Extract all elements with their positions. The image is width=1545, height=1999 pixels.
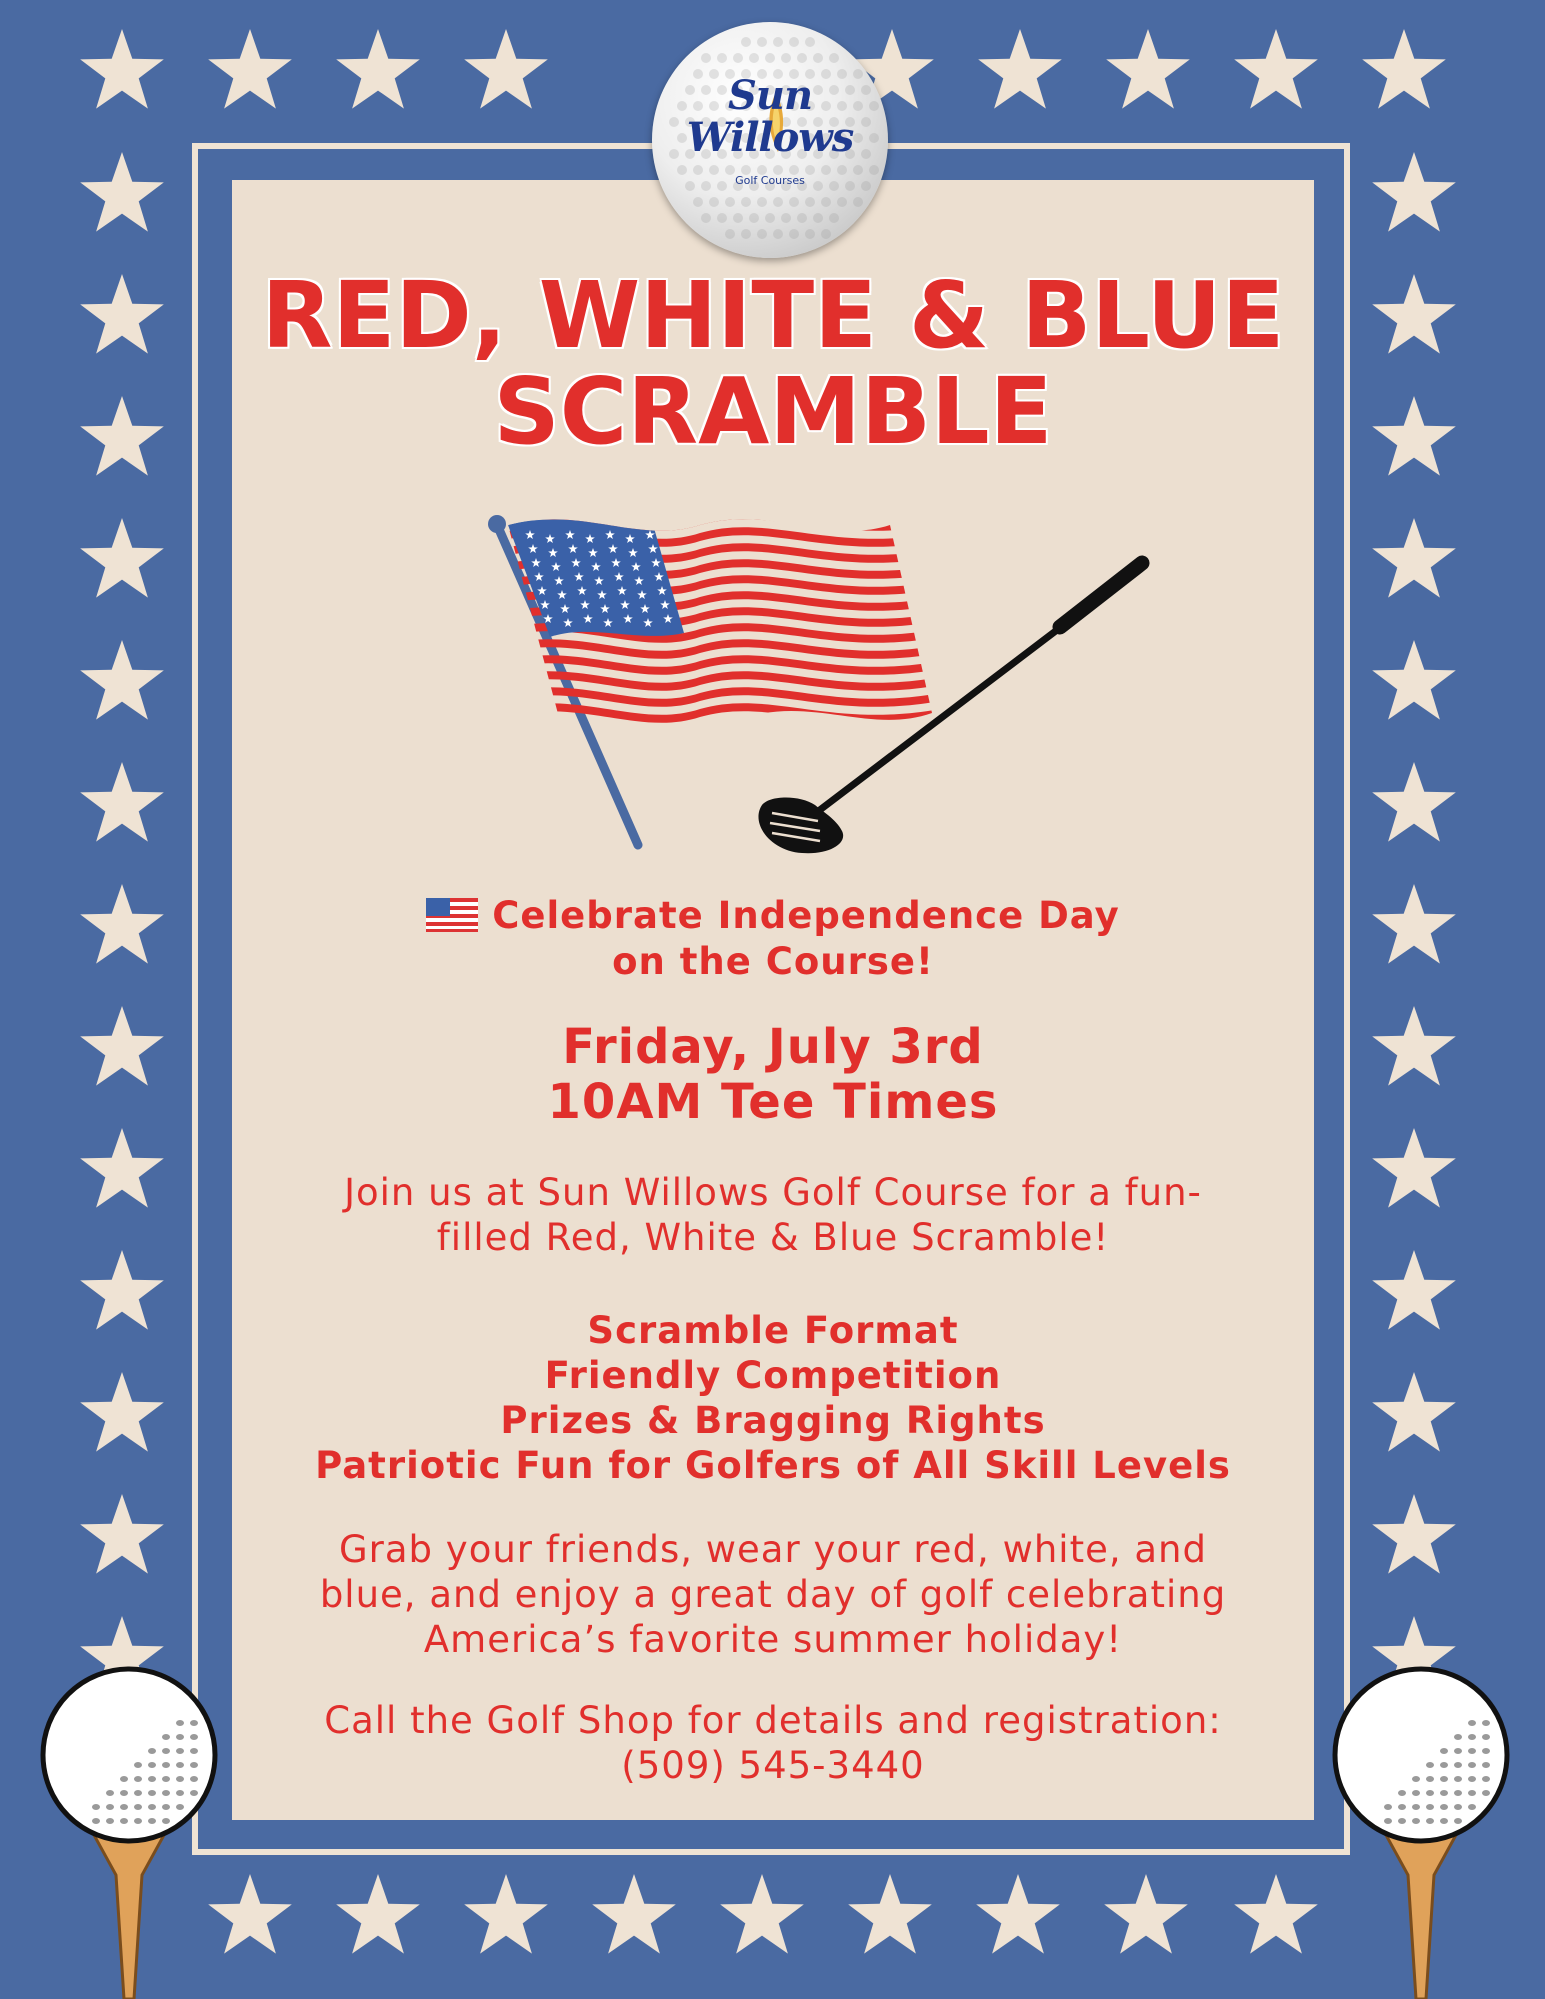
event-date: Friday, July 3rd	[562, 1019, 984, 1075]
star-icon	[1372, 1006, 1456, 1086]
golf-ball-logo	[652, 22, 888, 258]
star-icon	[80, 1128, 164, 1208]
star-icon	[976, 1874, 1060, 1954]
star-icon	[1234, 29, 1318, 109]
star-icon	[1372, 1372, 1456, 1452]
star-icon	[464, 29, 548, 109]
logo-sun: Sun	[727, 72, 813, 119]
star-icon	[1372, 274, 1456, 354]
features-list	[232, 1308, 1314, 1488]
star-icon	[1372, 1494, 1456, 1574]
flag-and-club-illustration	[470, 505, 1170, 865]
star-icon	[1372, 518, 1456, 598]
celebrate-text-1: Celebrate Independence Day	[492, 894, 1120, 937]
star-icon	[1104, 1874, 1188, 1954]
logo-willows: Willows	[686, 114, 854, 161]
event-title	[232, 262, 1314, 465]
star-icon	[208, 29, 292, 109]
star-icon	[1372, 762, 1456, 842]
intro-line-2: filled Red, White & Blue Scramble!	[436, 1216, 1110, 1259]
star-icon	[80, 396, 164, 476]
feature-item: Scramble Format	[587, 1309, 959, 1352]
feature-item: Prizes & Bragging Rights	[500, 1399, 1046, 1442]
closing-line-1: Grab your friends, wear your red, white, and	[339, 1528, 1207, 1571]
star-icon	[336, 29, 420, 109]
intro-paragraph	[232, 1170, 1314, 1260]
star-icon	[336, 1874, 420, 1954]
star-icon	[464, 1874, 548, 1954]
star-icon	[80, 884, 164, 964]
title-line-2: SCRAMBLE	[493, 358, 1053, 465]
star-icon	[978, 29, 1062, 109]
star-icon	[80, 1250, 164, 1330]
contact-block	[232, 1698, 1314, 1788]
star-icon	[80, 1372, 164, 1452]
flag-emoji-icon	[426, 898, 478, 932]
phone-number: (509) 545-3440	[621, 1744, 925, 1787]
golf-ball-on-tee-icon	[1326, 1665, 1516, 1999]
contact-line: Call the Golf Shop for details and registration:	[324, 1699, 1222, 1742]
star-icon	[80, 1006, 164, 1086]
event-tee-times: 10AM Tee Times	[547, 1074, 999, 1130]
closing-paragraph	[232, 1527, 1314, 1662]
star-icon	[1372, 1128, 1456, 1208]
event-date-block	[232, 1020, 1314, 1130]
star-icon	[720, 1874, 804, 1954]
golf-ball-on-tee-icon	[34, 1665, 224, 1999]
star-icon	[1106, 29, 1190, 109]
star-icon	[1372, 884, 1456, 964]
golf-club-icon	[758, 563, 1142, 853]
star-icon	[848, 1874, 932, 1954]
star-icon	[1362, 29, 1446, 109]
star-icon	[80, 518, 164, 598]
star-icon	[1372, 152, 1456, 232]
logo-subtitle: Golf Courses	[735, 174, 805, 187]
star-icon	[1234, 1874, 1318, 1954]
title-line-1: RED, WHITE & BLUE	[261, 262, 1285, 369]
celebrate-line-2: on the Course!	[612, 940, 934, 983]
star-icon	[592, 1874, 676, 1954]
star-icon	[80, 152, 164, 232]
star-icon	[80, 29, 164, 109]
star-icon	[1372, 1250, 1456, 1330]
star-icon	[80, 640, 164, 720]
star-icon	[80, 274, 164, 354]
american-flag-icon	[488, 511, 940, 845]
star-icon	[1372, 396, 1456, 476]
feature-item: Friendly Competition	[544, 1354, 1002, 1397]
closing-line-3: America’s favorite summer holiday!	[423, 1618, 1123, 1661]
star-icon	[1372, 640, 1456, 720]
star-icon	[80, 1494, 164, 1574]
intro-line-1: Join us at Sun Willows Golf Course for a fun-	[344, 1171, 1202, 1214]
celebrate-heading	[232, 893, 1314, 985]
celebrate-line-1	[232, 893, 1314, 939]
feature-item: Patriotic Fun for Golfers of All Skill Levels	[315, 1444, 1231, 1487]
closing-line-2: blue, and enjoy a great day of golf celebrating	[319, 1573, 1227, 1616]
star-icon	[80, 762, 164, 842]
